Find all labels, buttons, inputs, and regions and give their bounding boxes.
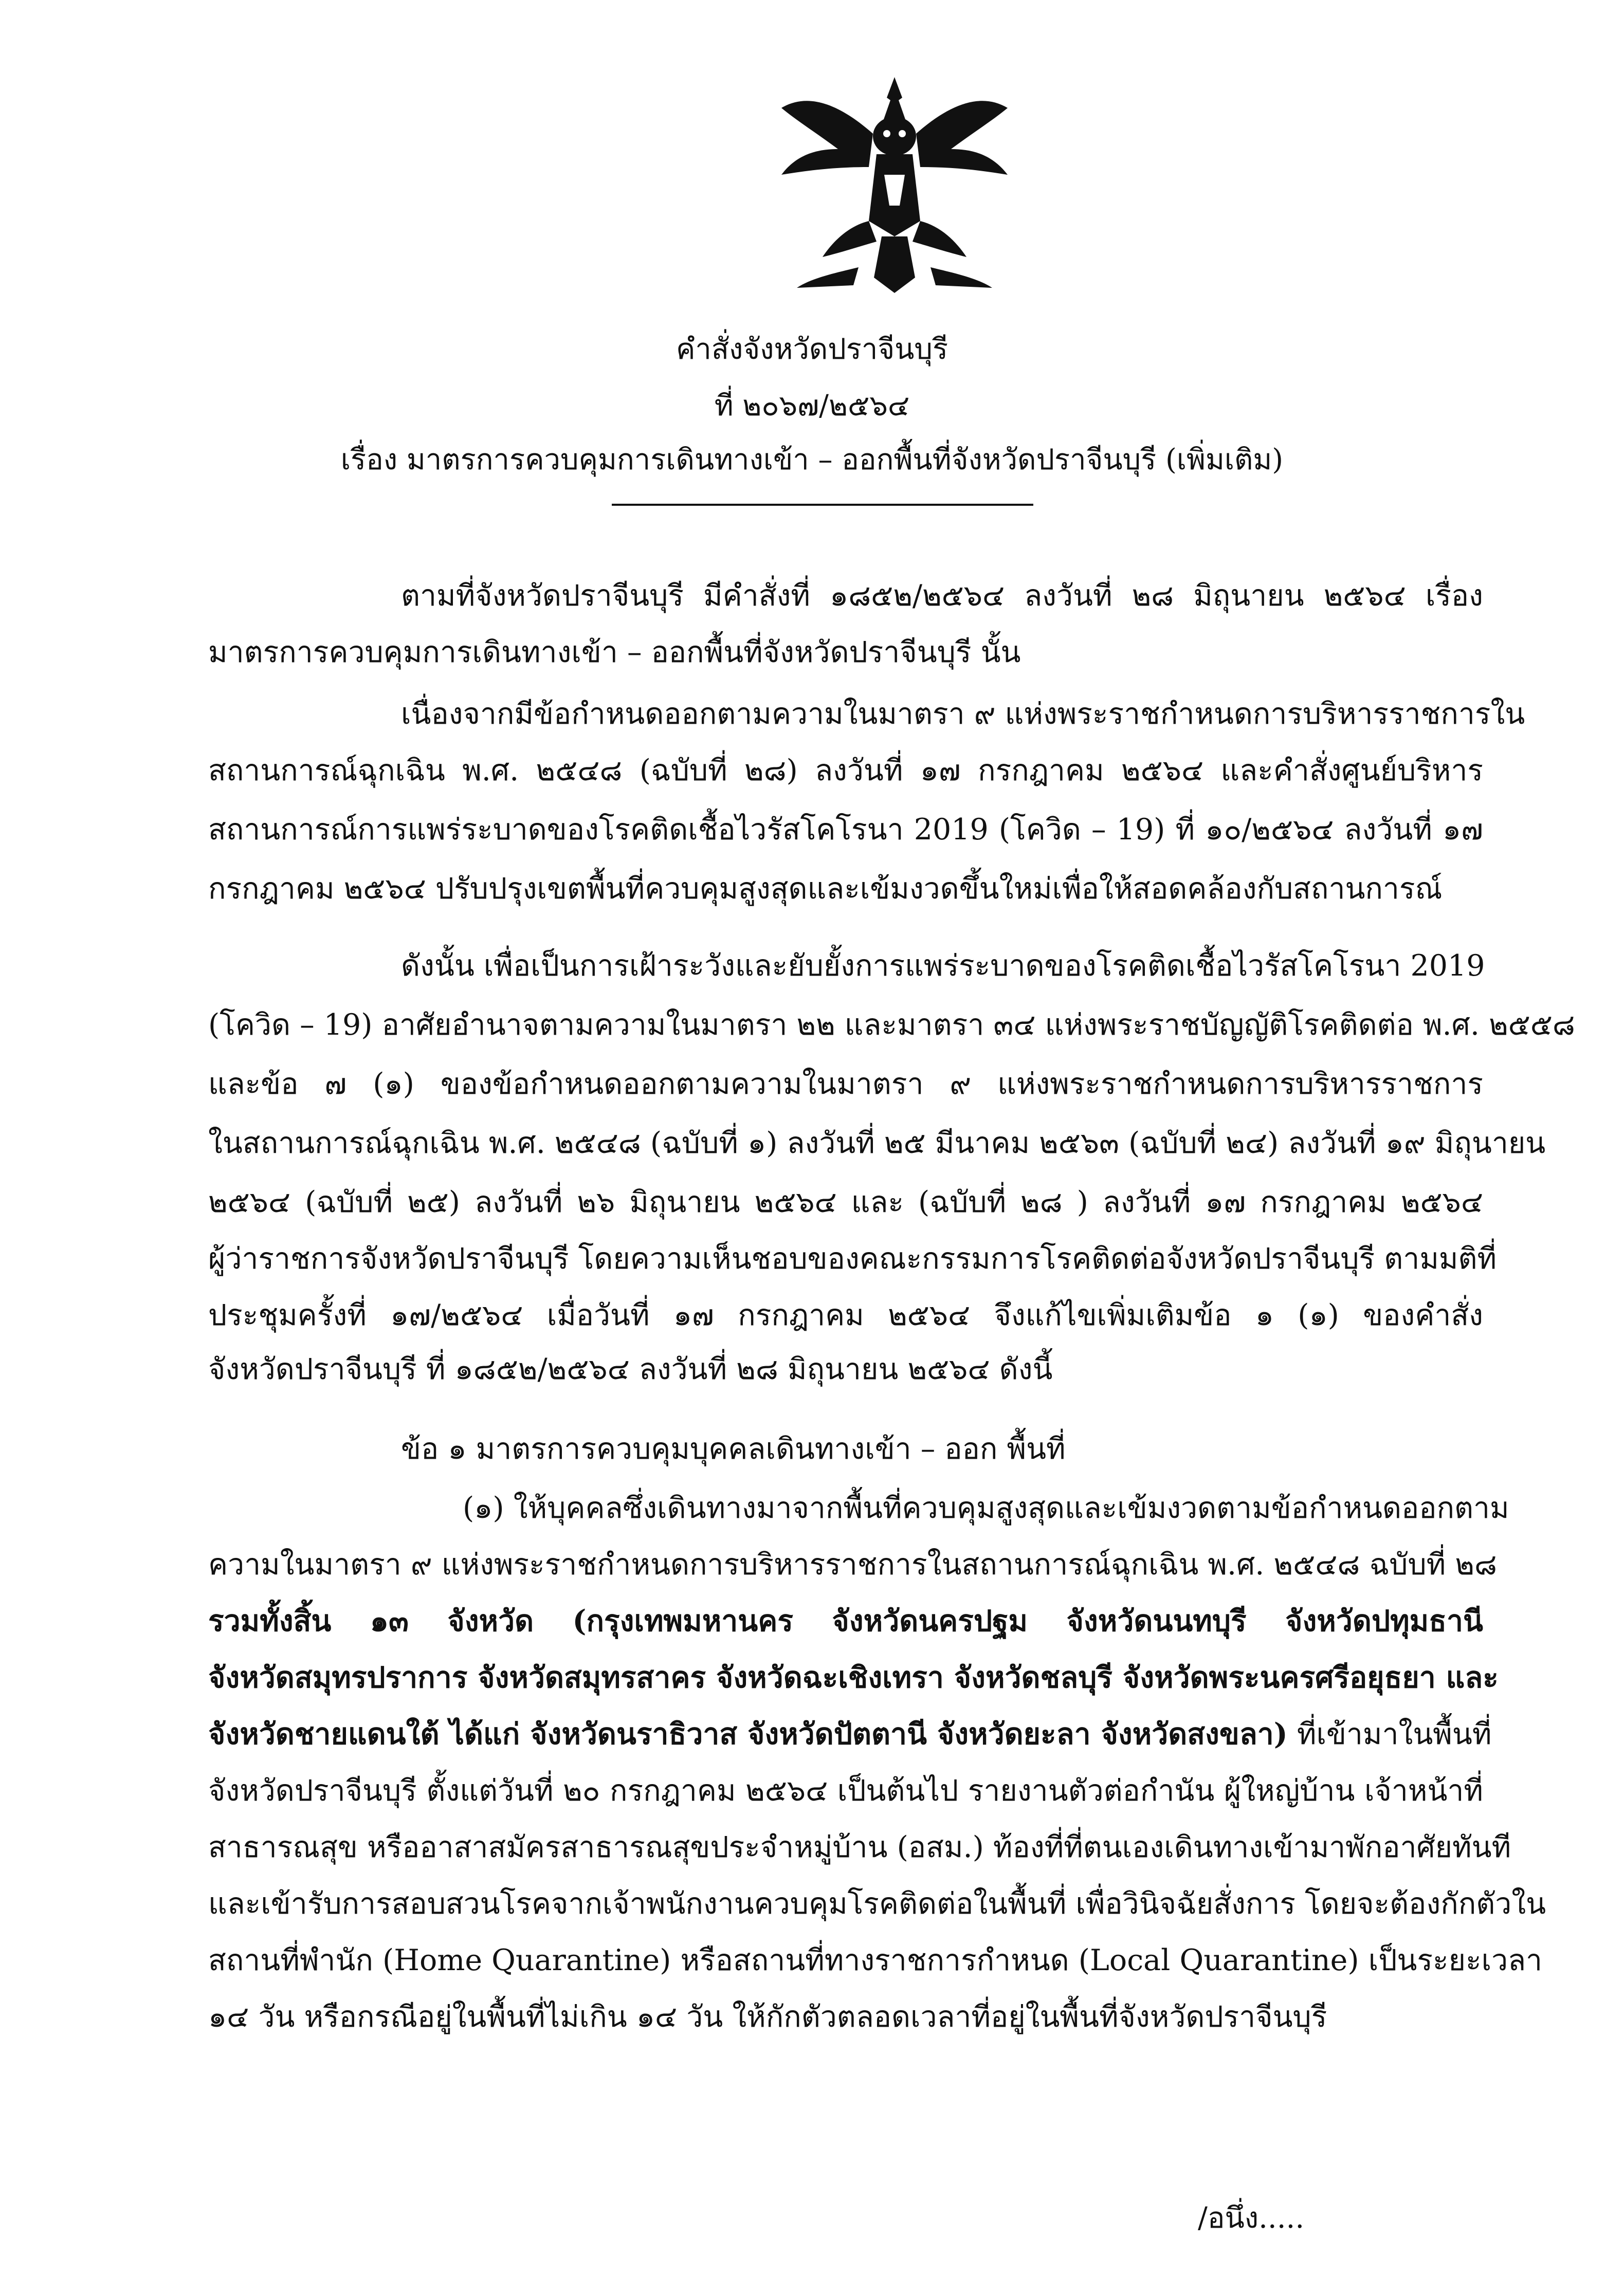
paragraph-line: ในสถานการณ์ฉุกเฉิน พ.ศ. ๒๕๔๘ (ฉบับที่ ๑) ลงวันที่ ๒๕ มีนาคม ๒๕๖๓ (ฉบับที่ ๒๔) ลงวันที่ ๑๙ มิถุนายน (208, 1126, 1546, 1160)
paragraph-line: ตามที่จังหวัดปราจีนบุรี มีคำสั่งที่ ๑๘๕๒/๒๕๖๔ ลงวันที่ ๒๘ มิถุนายน ๒๕๖๔ เรื่อง (401, 579, 1483, 613)
clause-line-tail: ที่เข้ามาในพื้นที่ (1287, 1717, 1492, 1751)
paragraph-line: สถานการณ์การแพร่ระบาดของโรคติดเชื้อไวรัสโคโรนา 2019 (โควิด – 19) ที่ ๑๐/๒๕๖๔ ลงวันที่ ๑๗ (208, 813, 1483, 847)
province-list-bold: จังหวัดชายแดนใต้ ได้แก่ จังหวัดนราธิวาส จังหวัดปัตตานี จังหวัดยะลา จังหวัดสงขลา) (208, 1717, 1288, 1751)
clause-line-bold: รวมทั้งสิ้น ๑๓ จังหวัด (กรุงเทพมหานคร จังหวัดนครปฐม จังหวัดนนทบุรี จังหวัดปทุมธานี (208, 1604, 1483, 1638)
clause-line: สถานที่พำนัก (Home Quarantine) หรือสถานที่ทางราชการกำหนด (Local Quarantine) เป็นระยะเวลา (208, 1943, 1543, 1977)
paragraph-line: สถานการณ์ฉุกเฉิน พ.ศ. ๒๕๔๘ (ฉบับที่ ๒๘) ลงวันที่ ๑๗ กรกฎาคม ๒๕๖๔ และคำสั่งศูนย์บริหาร (208, 754, 1483, 787)
paragraph-line: มาตรการควบคุมการเดินทางเข้า – ออกพื้นที่จังหวัดปราจีนบุรี นั้น (208, 635, 1021, 669)
order-subject: เรื่อง มาตรการควบคุมการเดินทางเข้า – ออกพื้นที่จังหวัดปราจีนบุรี (เพิ่มเติม) (340, 443, 1284, 476)
order-number: ที่ ๒๐๖๗/๒๕๖๔ (714, 389, 910, 423)
clause-line-mixed (208, 1714, 1492, 1754)
clause-line: ๑๔ วัน หรือกรณีอยู่ในพื้นที่ไม่เกิน ๑๔ วัน ให้กักตัวตลอดเวลาที่อยู่ในพื้นที่จังหวัดปราจีนบุรี (208, 2000, 1327, 2034)
paragraph-line: ดังนั้น เพื่อเป็นการเฝ้าระวังและยับยั้งการแพร่ระบาดของโรคติดเชื้อไวรัสโคโรนา 2019 (401, 949, 1485, 983)
clause-title: ข้อ ๑ มาตรการควบคุมบุคคลเดินทางเข้า – ออก พื้นที่ (401, 1432, 1066, 1466)
order-title: คำสั่งจังหวัดปราจีนบุรี (676, 333, 948, 366)
clause-line: ความในมาตรา ๙ แห่งพระราชกำหนดการบริหารราชการในสถานการณ์ฉุกเฉิน พ.ศ. ๒๕๔๘ ฉบับที่ ๒๘ (208, 1548, 1497, 1582)
clause-line: สาธารณสุข หรืออาสาสมัครสาธารณสุขประจำหมู่บ้าน (อสม.) ท้องที่ที่ตนเองเดินทางเข้ามาพักอาศัยทันที (208, 1830, 1511, 1864)
paragraph-line: ประชุมครั้งที่ ๑๗/๒๕๖๔ เมื่อวันที่ ๑๗ กรกฎาคม ๒๕๖๔ จึงแก้ไขเพิ่มเติมข้อ ๑ (๑) ของคำสั่ง (208, 1298, 1483, 1332)
paragraph-line: (โควิด – 19) อาศัยอำนาจตามความในมาตรา ๒๒ และมาตรา ๓๔ แห่งพระราชบัญญัติโรคติดต่อ พ.ศ. ๒๕๕๘ (208, 1008, 1575, 1042)
paragraph-line: จังหวัดปราจีนบุรี ที่ ๑๘๕๒/๒๕๖๔ ลงวันที่ ๒๘ มิถุนายน ๒๕๖๔ ดังนี้ (208, 1352, 1053, 1386)
paragraph-line: กรกฎาคม ๒๕๖๔ ปรับปรุงเขตพื้นที่ควบคุมสูงสุดและเข้มงวดขึ้นใหม่เพื่อให้สอดคล้องกับสถานการณ์ (208, 872, 1443, 906)
paragraph-line: และข้อ ๗ (๑) ของข้อกำหนดออกตามความในมาตรา ๙ แห่งพระราชกำหนดการบริหารราชการ (208, 1067, 1483, 1101)
title-divider (612, 504, 1033, 506)
paragraph-line: เนื่องจากมีข้อกำหนดออกตามความในมาตรา ๙ แห่งพระราชกำหนดการบริหารราชการใน (401, 697, 1525, 731)
paragraph-line: ๒๕๖๔ (ฉบับที่ ๒๕) ลงวันที่ ๒๖ มิถุนายน ๒๕๖๔ และ (ฉบับที่ ๒๘ ) ลงวันที่ ๑๗ กรกฎาคม ๒๕๖๔ (208, 1185, 1483, 1219)
garuda-emblem-icon (761, 72, 1028, 298)
clause-line: จังหวัดปราจีนบุรี ตั้งแต่วันที่ ๒๐ กรกฎาคม ๒๕๖๔ เป็นต้นไป รายงานตัวต่อกำนัน ผู้ใหญ่บ้าน เจ้าหน้าที่ (208, 1774, 1483, 1808)
continuation-note: /อนึ่ง..... (1198, 2201, 1305, 2235)
clause-line-bold: จังหวัดสมุทรปราการ จังหวัดสมุทรสาคร จังหวัดฉะเชิงเทรา จังหวัดชลบุรี จังหวัดพระนครศรีอยุธยา และ (208, 1660, 1499, 1695)
clause-line: (๑) ให้บุคคลซึ่งเดินทางมาจากพื้นที่ควบคุมสูงสุดและเข้มงวดตามข้อกำหนดออกตาม (463, 1491, 1509, 1525)
paragraph-line: ผู้ว่าราชการจังหวัดปราจีนบุรี โดยความเห็นชอบของคณะกรรมการโรคติดต่อจังหวัดปราจีนบุรี ตามมติที่ (208, 1242, 1497, 1276)
clause-line: และเข้ารับการสอบสวนโรคจากเจ้าพนักงานควบคุมโรคติดต่อในพื้นที่ เพื่อวินิจฉัยสั่งการ โดยจะต้องกักตัวใน (208, 1887, 1546, 1921)
